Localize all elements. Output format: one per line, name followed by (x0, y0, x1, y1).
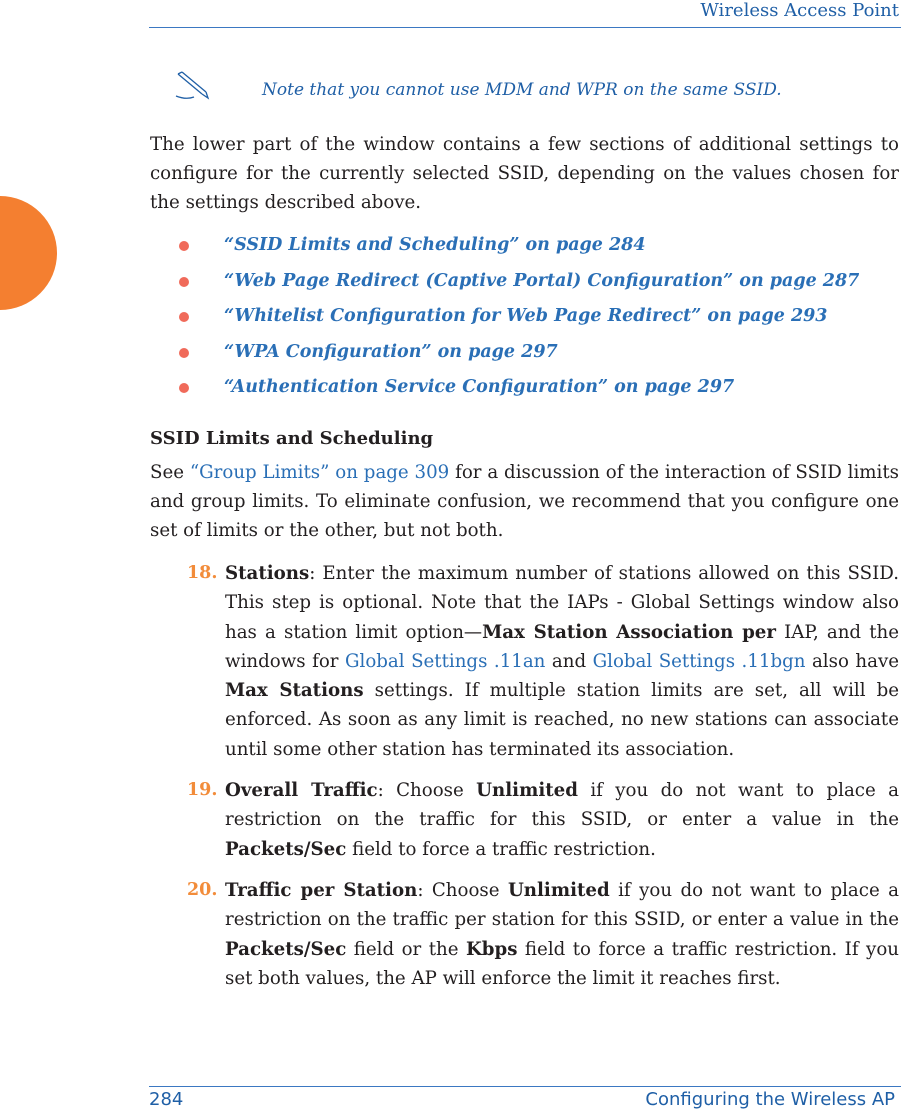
bullet-dot-icon (179, 241, 189, 251)
step-text: settings. If multiple station limits are set, all will be enforced. As soon as any limit is reached, no new stations can associate until some other station has terminated its association. (225, 680, 899, 760)
bullet-dot-icon (179, 277, 189, 287)
cross-reference-link[interactable]: “WPA Configuration” on page 297 (224, 341, 558, 362)
header-divider (149, 27, 901, 28)
cross-reference-link[interactable]: “Authentication Service Configuration” on page 297 (224, 377, 735, 397)
step-stations (187, 559, 900, 764)
bullet-dot-icon (179, 383, 189, 393)
step-text: also have (805, 650, 900, 672)
step-bold-term: Packets/Sec (225, 838, 347, 860)
bullet-dot-icon (179, 312, 189, 322)
step-label: Traffic per Station (225, 880, 418, 901)
running-header-title: Wireless Access Point (700, 0, 899, 21)
step-text: : Choose (377, 780, 477, 801)
step-text: field to force a traffic restriction. (346, 838, 656, 860)
step-text: field or the (346, 938, 466, 960)
intro-paragraph: The lower part of the window contains a few sections of additional settings to configure for the currently selected SSID, depending on the values chosen for the settings described above. (150, 134, 899, 213)
note-text: Note that you cannot use MDM and WPR on the same SSID. (262, 80, 782, 100)
note-pencil-icon (172, 70, 216, 100)
step-bold-term: Unlimited (476, 780, 578, 801)
bullet-dot-icon (179, 348, 189, 358)
step-text: and (545, 650, 593, 672)
step-text: IAP, and the windows for (225, 621, 899, 672)
step-text: if you do not want to place a restriction on the traffic per station for this SSID, or enter a value in the (225, 880, 899, 931)
global-settings-11an-link[interactable]: Global Settings .11an (344, 650, 546, 672)
step-number: 19. (187, 780, 218, 800)
see-paragraph (150, 458, 899, 545)
cross-reference-link[interactable]: “Web Page Redirect (Captive Portal) Configuration” on page 287 (224, 270, 860, 291)
step-label: Overall Traffic (225, 780, 378, 801)
cross-reference-link[interactable]: “Whitelist Configuration for Web Page Redirect” on page 293 (224, 306, 828, 326)
see-prefix: See (150, 462, 190, 483)
footer-divider (149, 1086, 901, 1087)
step-text: if you do not want to place a restriction on the traffic for this SSID, or enter a value in the (225, 780, 899, 831)
group-limits-link[interactable]: “Group Limits” on page 309 (189, 462, 450, 483)
step-label: Stations (225, 563, 310, 584)
step-number: 20. (187, 880, 218, 900)
step-bold-term: Max Station Association per (482, 621, 776, 643)
global-settings-11bgn-link[interactable]: Global Settings .11bgn (592, 650, 806, 672)
step-number: 18. (187, 563, 218, 583)
step-bold-term: Max Stations (225, 680, 364, 702)
footer-chapter-title: Configuring the Wireless AP (645, 1089, 895, 1110)
step-bold-term: Unlimited (507, 880, 610, 901)
section-heading: SSID Limits and Scheduling (150, 428, 434, 449)
chapter-side-tab (0, 196, 57, 310)
see-rest: for a discussion of the interaction of SSID limits and group limits. To eliminate confusion, we recommend that you configure one set of limits or the other, but not both. (150, 462, 899, 541)
step-bold-term: Packets/Sec (225, 938, 347, 960)
step-bold-term: Kbps (465, 938, 518, 960)
step-traffic-per-station (187, 876, 899, 993)
step-text: : Enter the maximum number of stations allowed on this SSID. This step is optional. Note that the IAPs - Global Settings window also has a station limit option— (225, 563, 899, 643)
step-text: : Choose (417, 880, 508, 901)
page-number: 284 (149, 1089, 184, 1110)
step-overall-traffic (187, 776, 899, 864)
cross-reference-link[interactable]: “SSID Limits and Scheduling” on page 284 (224, 235, 646, 255)
step-text: field to force a traffic restriction. If you set both values, the AP will enforce the limit it reaches first. (225, 938, 899, 989)
